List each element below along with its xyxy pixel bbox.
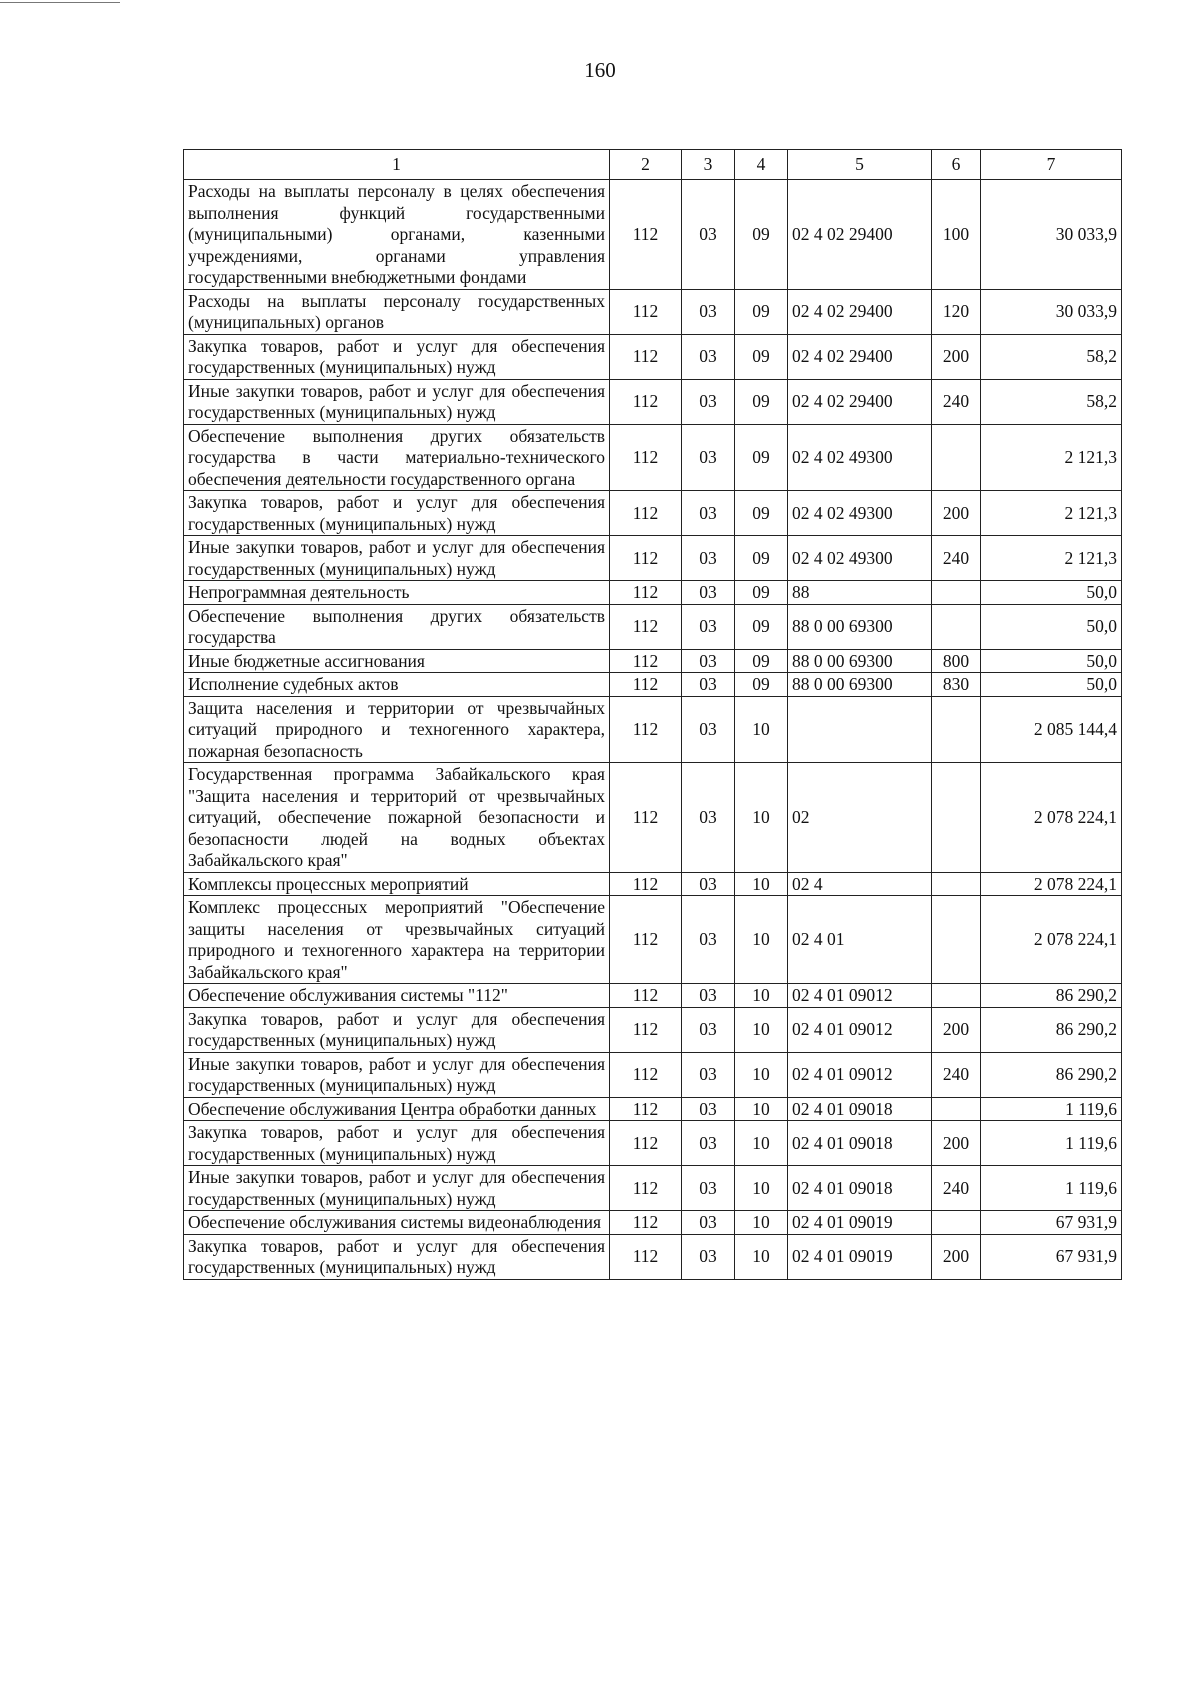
target-article-code: 02: [788, 763, 932, 873]
expense-type-code: 240: [932, 1166, 981, 1211]
subsection-code: 09: [735, 604, 788, 649]
row-description: Закупка товаров, работ и услуг для обеспечения государственных (муниципальных) нужд: [184, 1234, 610, 1279]
table-row: [184, 424, 1122, 491]
expense-type-code: 100: [932, 180, 981, 290]
amount-value: 1 119,6: [981, 1166, 1122, 1211]
amount-value: 58,2: [981, 379, 1122, 424]
target-article-code: 02 4 02 29400: [788, 180, 932, 290]
section-code: 03: [682, 763, 735, 873]
amount-value: 2 121,3: [981, 424, 1122, 491]
row-description: Исполнение судебных актов: [184, 673, 610, 697]
row-description: Обеспечение обслуживания системы "112": [184, 984, 610, 1008]
subsection-code: 09: [735, 334, 788, 379]
table-row: [184, 581, 1122, 605]
row-description: Государственная программа Забайкальского края "Защита населения и территорий от чрезвычайных ситуаций, обеспечение пожарной безопасности и безопасности людей на водных объектах Забайкальского края": [184, 763, 610, 873]
subsection-code: 09: [735, 673, 788, 697]
amount-value: 58,2: [981, 334, 1122, 379]
table-header-row: [184, 150, 1122, 180]
table-row: [184, 180, 1122, 290]
ministry-code: 112: [610, 604, 682, 649]
table-row: [184, 696, 1122, 763]
section-code: 03: [682, 379, 735, 424]
subsection-code: 10: [735, 1166, 788, 1211]
amount-value: 67 931,9: [981, 1211, 1122, 1235]
expense-type-code: 200: [932, 1007, 981, 1052]
section-code: 03: [682, 984, 735, 1008]
ministry-code: 112: [610, 984, 682, 1008]
table-row: [184, 289, 1122, 334]
section-code: 03: [682, 604, 735, 649]
target-article-code: 02 4 01 09018: [788, 1121, 932, 1166]
subsection-code: 10: [735, 984, 788, 1008]
section-code: 03: [682, 1211, 735, 1235]
ministry-code: 112: [610, 872, 682, 896]
row-description: Закупка товаров, работ и услуг для обеспечения государственных (муниципальных) нужд: [184, 491, 610, 536]
ministry-code: 112: [610, 1234, 682, 1279]
table-row: [184, 649, 1122, 673]
table-row: [184, 1234, 1122, 1279]
row-description: Защита населения и территории от чрезвычайных ситуаций природного и техногенного характера, пожарная безопасность: [184, 696, 610, 763]
target-article-code: 02 4 01 09012: [788, 984, 932, 1008]
amount-value: 2 121,3: [981, 536, 1122, 581]
ministry-code: 112: [610, 1097, 682, 1121]
ministry-code: 112: [610, 334, 682, 379]
table-row: [184, 1211, 1122, 1235]
target-article-code: 02 4 02 49300: [788, 491, 932, 536]
ministry-code: 112: [610, 696, 682, 763]
section-code: 03: [682, 673, 735, 697]
expense-type-code: 200: [932, 1234, 981, 1279]
row-description: Иные закупки товаров, работ и услуг для обеспечения государственных (муниципальных) нужд: [184, 536, 610, 581]
target-article-code: 02 4 02 49300: [788, 424, 932, 491]
ministry-code: 112: [610, 1121, 682, 1166]
subsection-code: 09: [735, 581, 788, 605]
table-row: [184, 1097, 1122, 1121]
ministry-code: 112: [610, 379, 682, 424]
ministry-code: 112: [610, 896, 682, 984]
target-article-code: 02 4 01 09012: [788, 1052, 932, 1097]
budget-table: [183, 149, 1122, 1280]
expense-type-code: [932, 1211, 981, 1235]
ministry-code: 112: [610, 424, 682, 491]
table-row: [184, 1007, 1122, 1052]
subsection-code: 10: [735, 1097, 788, 1121]
subsection-code: 09: [735, 289, 788, 334]
subsection-code: 09: [735, 649, 788, 673]
target-article-code: 88 0 00 69300: [788, 649, 932, 673]
expense-type-code: 200: [932, 1121, 981, 1166]
expense-type-code: [932, 1097, 981, 1121]
amount-value: 2 078 224,1: [981, 896, 1122, 984]
ministry-code: 112: [610, 1211, 682, 1235]
row-description: Непрограммная деятельность: [184, 581, 610, 605]
table-row: [184, 604, 1122, 649]
section-code: 03: [682, 1234, 735, 1279]
expense-type-code: 830: [932, 673, 981, 697]
row-description: Расходы на выплаты персоналу в целях обеспечения выполнения функций государственными (муниципальными) органами, казенными учреждениями, органами управления государственными внебюджетными фондами: [184, 180, 610, 290]
expense-type-code: [932, 581, 981, 605]
subsection-code: 10: [735, 1052, 788, 1097]
section-code: 03: [682, 536, 735, 581]
row-description: Закупка товаров, работ и услуг для обеспечения государственных (муниципальных) нужд: [184, 334, 610, 379]
section-code: 03: [682, 896, 735, 984]
row-description: Обеспечение выполнения других обязательств государства в части материально-технического обеспечения деятельности государственного органа: [184, 424, 610, 491]
amount-value: 86 290,2: [981, 984, 1122, 1008]
row-description: Иные закупки товаров, работ и услуг для обеспечения государственных (муниципальных) нужд: [184, 1052, 610, 1097]
expense-type-code: 240: [932, 1052, 981, 1097]
section-code: 03: [682, 424, 735, 491]
ministry-code: 112: [610, 1007, 682, 1052]
row-description: Обеспечение выполнения других обязательств государства: [184, 604, 610, 649]
expense-type-code: [932, 696, 981, 763]
section-code: 03: [682, 180, 735, 290]
target-article-code: [788, 696, 932, 763]
expense-type-code: 120: [932, 289, 981, 334]
amount-value: 1 119,6: [981, 1121, 1122, 1166]
table-row: [184, 1052, 1122, 1097]
expense-type-code: [932, 984, 981, 1008]
row-description: Иные бюджетные ассигнования: [184, 649, 610, 673]
ministry-code: 112: [610, 649, 682, 673]
table-row: [184, 673, 1122, 697]
row-description: Расходы на выплаты персоналу государственных (муниципальных) органов: [184, 289, 610, 334]
row-description: Закупка товаров, работ и услуг для обеспечения государственных (муниципальных) нужд: [184, 1007, 610, 1052]
section-code: 03: [682, 1097, 735, 1121]
section-code: 03: [682, 1007, 735, 1052]
subsection-code: 09: [735, 491, 788, 536]
subsection-code: 09: [735, 379, 788, 424]
target-article-code: 02 4 01: [788, 896, 932, 984]
target-article-code: 02 4 02 49300: [788, 536, 932, 581]
amount-value: 50,0: [981, 649, 1122, 673]
target-article-code: 02 4: [788, 872, 932, 896]
amount-value: 2 078 224,1: [981, 872, 1122, 896]
amount-value: 1 119,6: [981, 1097, 1122, 1121]
table-row: [184, 1166, 1122, 1211]
ministry-code: 112: [610, 180, 682, 290]
expense-type-code: 200: [932, 491, 981, 536]
section-code: 03: [682, 581, 735, 605]
target-article-code: 02 4 02 29400: [788, 289, 932, 334]
page-number: 160: [584, 58, 616, 82]
target-article-code: 88 0 00 69300: [788, 604, 932, 649]
subsection-code: 09: [735, 536, 788, 581]
subsection-code: 10: [735, 872, 788, 896]
header-cell: 1: [184, 150, 610, 180]
section-code: 03: [682, 1121, 735, 1166]
expense-type-code: 240: [932, 379, 981, 424]
target-article-code: 02 4 01 09019: [788, 1234, 932, 1279]
amount-value: 2 121,3: [981, 491, 1122, 536]
table-row: [184, 334, 1122, 379]
table-row: [184, 763, 1122, 873]
ministry-code: 112: [610, 1166, 682, 1211]
row-description: Иные закупки товаров, работ и услуг для обеспечения государственных (муниципальных) нужд: [184, 379, 610, 424]
row-description: Закупка товаров, работ и услуг для обеспечения государственных (муниципальных) нужд: [184, 1121, 610, 1166]
expense-type-code: [932, 604, 981, 649]
subsection-code: 10: [735, 763, 788, 873]
section-code: 03: [682, 1052, 735, 1097]
ministry-code: 112: [610, 581, 682, 605]
amount-value: 67 931,9: [981, 1234, 1122, 1279]
row-description: Комплексы процессных мероприятий: [184, 872, 610, 896]
section-code: 03: [682, 649, 735, 673]
subsection-code: 10: [735, 696, 788, 763]
target-article-code: 02 4 01 09019: [788, 1211, 932, 1235]
expense-type-code: [932, 763, 981, 873]
expense-type-code: [932, 896, 981, 984]
ministry-code: 112: [610, 536, 682, 581]
row-description: Обеспечение обслуживания системы видеонаблюдения: [184, 1211, 610, 1235]
amount-value: 2 085 144,4: [981, 696, 1122, 763]
amount-value: 50,0: [981, 604, 1122, 649]
header-cell: 6: [932, 150, 981, 180]
target-article-code: 02 4 01 09018: [788, 1166, 932, 1211]
amount-value: 86 290,2: [981, 1052, 1122, 1097]
row-description: Обеспечение обслуживания Центра обработки данных: [184, 1097, 610, 1121]
target-article-code: 88 0 00 69300: [788, 673, 932, 697]
ministry-code: 112: [610, 1052, 682, 1097]
row-description: Комплекс процессных мероприятий "Обеспечение защиты населения от чрезвычайных ситуаций природного и техногенного характера на территории Забайкальского края": [184, 896, 610, 984]
target-article-code: 02 4 01 09018: [788, 1097, 932, 1121]
scan-edge-mark: [0, 2, 120, 3]
target-article-code: 88: [788, 581, 932, 605]
section-code: 03: [682, 334, 735, 379]
amount-value: 2 078 224,1: [981, 763, 1122, 873]
table-row: [184, 491, 1122, 536]
target-article-code: 02 4 02 29400: [788, 379, 932, 424]
section-code: 03: [682, 872, 735, 896]
ministry-code: 112: [610, 491, 682, 536]
section-code: 03: [682, 696, 735, 763]
expense-type-code: [932, 424, 981, 491]
expense-type-code: 800: [932, 649, 981, 673]
section-code: 03: [682, 491, 735, 536]
amount-value: 86 290,2: [981, 1007, 1122, 1052]
header-cell: 3: [682, 150, 735, 180]
ministry-code: 112: [610, 763, 682, 873]
table-row: [184, 1121, 1122, 1166]
section-code: 03: [682, 289, 735, 334]
header-cell: 2: [610, 150, 682, 180]
amount-value: 30 033,9: [981, 289, 1122, 334]
table-row: [184, 984, 1122, 1008]
header-cell: 4: [735, 150, 788, 180]
subsection-code: 09: [735, 180, 788, 290]
subsection-code: 10: [735, 1234, 788, 1279]
expense-type-code: 240: [932, 536, 981, 581]
table-row: [184, 379, 1122, 424]
subsection-code: 10: [735, 896, 788, 984]
expense-type-code: 200: [932, 334, 981, 379]
ministry-code: 112: [610, 289, 682, 334]
ministry-code: 112: [610, 673, 682, 697]
subsection-code: 10: [735, 1121, 788, 1166]
target-article-code: 02 4 01 09012: [788, 1007, 932, 1052]
table-row: [184, 896, 1122, 984]
amount-value: 30 033,9: [981, 180, 1122, 290]
amount-value: 50,0: [981, 673, 1122, 697]
row-description: Иные закупки товаров, работ и услуг для обеспечения государственных (муниципальных) нужд: [184, 1166, 610, 1211]
subsection-code: 10: [735, 1211, 788, 1235]
table-row: [184, 872, 1122, 896]
table-row: [184, 536, 1122, 581]
target-article-code: 02 4 02 29400: [788, 334, 932, 379]
expense-type-code: [932, 872, 981, 896]
amount-value: 50,0: [981, 581, 1122, 605]
subsection-code: 10: [735, 1007, 788, 1052]
header-cell: 5: [788, 150, 932, 180]
subsection-code: 09: [735, 424, 788, 491]
header-cell: 7: [981, 150, 1122, 180]
section-code: 03: [682, 1166, 735, 1211]
